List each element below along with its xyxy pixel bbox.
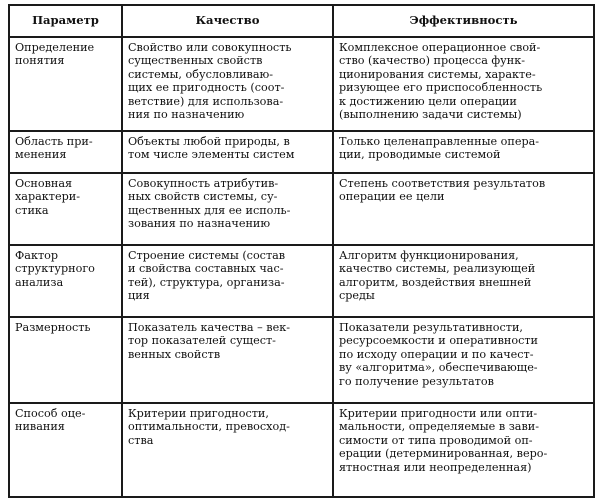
row-parameter-cell: [9, 403, 122, 497]
row-efficiency-cell: [333, 403, 594, 497]
cell-text: Показатель качества – век- тор показателей сущест- венных свойств: [128, 321, 290, 361]
table-header-row: [9, 5, 594, 37]
row-quality-cell: [122, 403, 333, 497]
row-quality-cell: [122, 317, 333, 403]
row-quality-cell: [122, 173, 333, 245]
row-efficiency-cell: [333, 245, 594, 317]
row-efficiency-cell: [333, 317, 594, 403]
cell-text: Область при- менения: [15, 135, 93, 162]
row-quality-cell: [122, 37, 333, 131]
row-parameter-cell: [9, 245, 122, 317]
cell-text: Фактор структурного анализа: [15, 249, 95, 289]
header-quality: Качество: [122, 5, 333, 37]
table-row: [9, 403, 594, 497]
row-efficiency-cell: [333, 173, 594, 245]
row-efficiency-cell: [333, 131, 594, 173]
row-quality-cell: [122, 131, 333, 173]
row-parameter-cell: [9, 37, 122, 131]
row-quality-cell: [122, 245, 333, 317]
comparison-table: [8, 4, 595, 498]
table-row: [9, 317, 594, 403]
row-parameter-cell: [9, 317, 122, 403]
cell-text: Только целенаправленные опера- ции, проводимые системой: [339, 135, 540, 162]
cell-text: Критерии пригодности, оптимальности, превосход- ства: [128, 407, 290, 447]
cell-text: Показатели результативности, ресурсоемкости и оперативности по исходу операции и по качест- ву «алгоритма», обеспечивающе- го получение результатов: [339, 321, 539, 388]
table-row: [9, 245, 594, 317]
cell-text: Основная характери- стика: [15, 177, 81, 217]
table-row: [9, 37, 594, 131]
cell-text: Объекты любой природы, в том числе элементы систем: [128, 135, 295, 162]
cell-text: Способ оце- нивания: [15, 407, 86, 434]
cell-text: Размерность: [15, 321, 91, 334]
document-page: [8, 4, 593, 496]
table-row: [9, 131, 594, 173]
row-efficiency-cell: [333, 37, 594, 131]
header-efficiency: Эффективность: [333, 5, 594, 37]
cell-text: Степень соответствия результатов операции ее цели: [339, 177, 546, 204]
cell-text: Комплексное операционное свой- ство (качество) процесса функ- ционирования системы, характе- ризующее его приспособленность к достижению цели операции (выполнению задачи системы): [339, 41, 543, 122]
cell-text: Строение системы (состав и свойства составных час- тей), структура, организа- ция: [128, 249, 286, 303]
cell-text: Свойство или совокупность существенных свойств системы, обусловливаю- щих ее пригодность (соот- ветствие) для использова- ния по назначению: [128, 41, 292, 122]
row-parameter-cell: [9, 173, 122, 245]
row-parameter-cell: [9, 131, 122, 173]
table-row: [9, 173, 594, 245]
cell-text: Совокупность атрибутив- ных свойств системы, су- щественных для ее исполь- зования по назначению: [128, 177, 291, 231]
cell-text: Определение понятия: [15, 41, 95, 68]
cell-text: Алгоритм функционирования, качество системы, реализующей алгоритм, воздействия внешней среды: [339, 249, 536, 303]
header-parameter: Параметр: [9, 5, 122, 37]
cell-text: Критерии пригодности или опти- мальности, определяемые в зави- симости от типа проводимой оп- ерации (детерминированная, веро- ятностная или неопределенная): [339, 407, 548, 474]
